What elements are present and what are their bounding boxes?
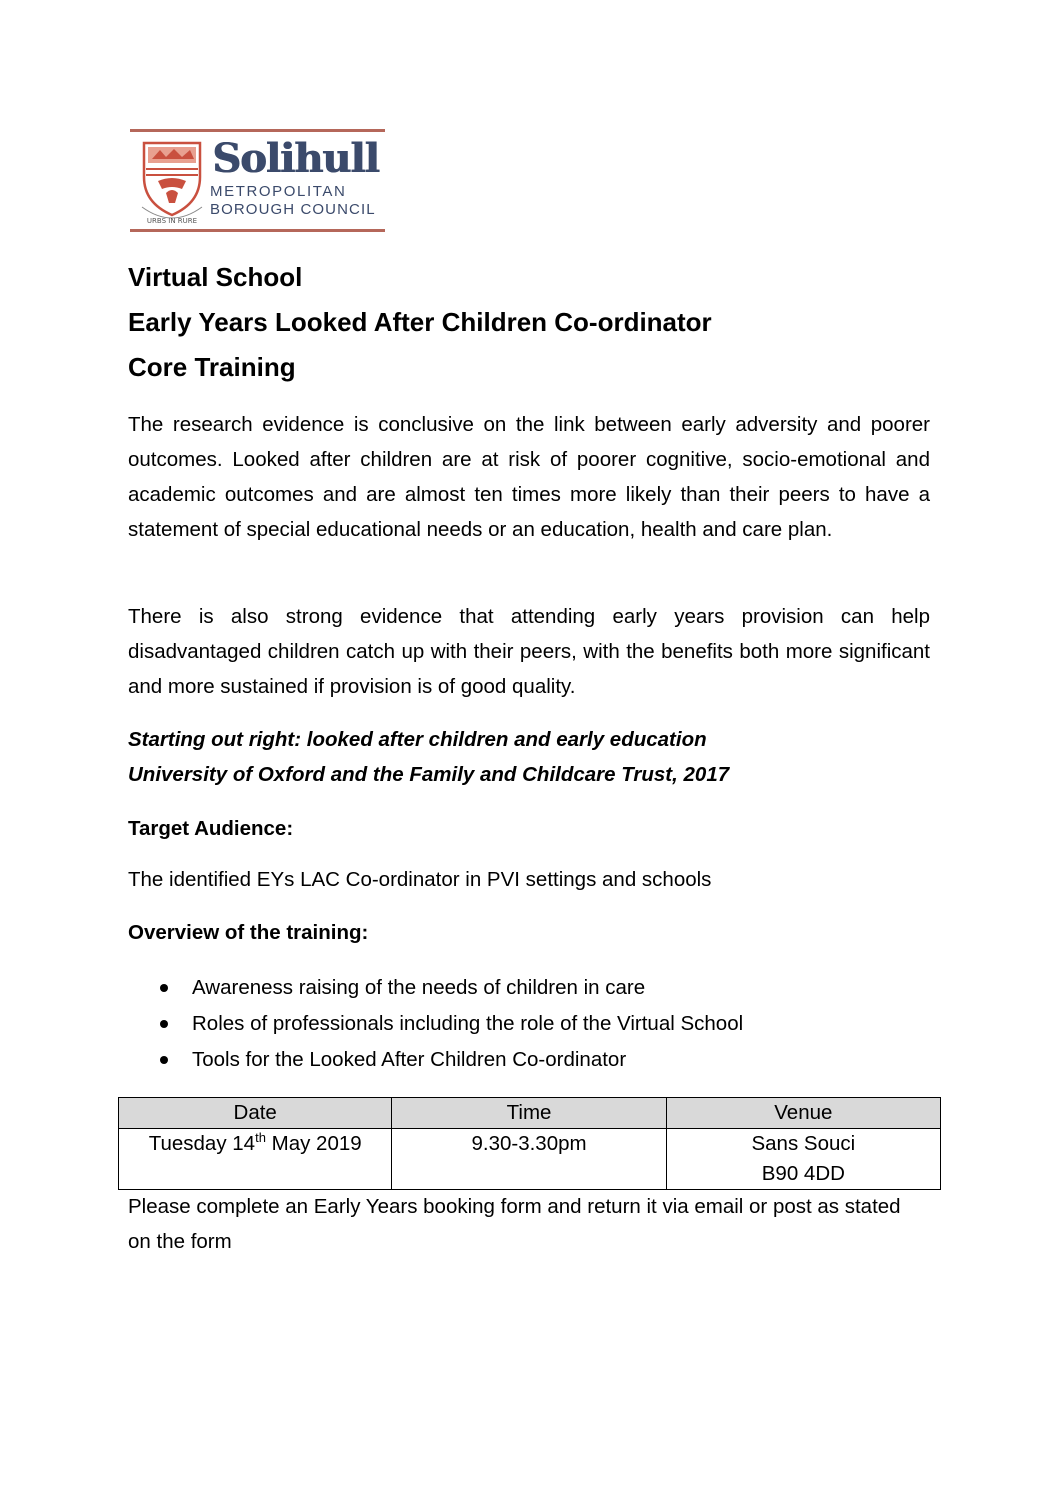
- venue-name: Sans Souci: [751, 1132, 856, 1155]
- table-row: [119, 1129, 941, 1190]
- cell-date: [119, 1129, 392, 1190]
- list-item: [160, 970, 743, 1006]
- schedule-table: [118, 1097, 941, 1190]
- header-venue: Venue: [666, 1098, 940, 1129]
- crest-icon: [136, 137, 208, 227]
- bullet-icon: [160, 1056, 168, 1064]
- list-item-text: Tools for the Looked After Children Co-ordinator: [192, 1048, 627, 1071]
- list-item-text: Roles of professionals including the role of the Virtual School: [192, 1012, 744, 1035]
- list-item: [160, 1042, 743, 1078]
- title-line-1: Virtual School: [128, 262, 303, 292]
- overview-list: [160, 970, 743, 1078]
- intro-paragraph-2: There is also strong evidence that attending early years provision can help disadvantaged children catch up with their peers, with the benefits both more significant and more sustained if provision is of good quality.: [128, 605, 930, 698]
- date-ordinal: th: [255, 1130, 266, 1146]
- logo-line-2: BOROUGH COUNCIL: [210, 201, 376, 218]
- booking-note: Please complete an Early Years booking form and return it via email or post as stated on the form: [128, 1195, 901, 1253]
- intro-paragraph-1: The research evidence is conclusive on the link between early adversity and poorer outcomes. Looked after children are at risk of poorer cognitive, socio-emotional and academic outcomes and are almost ten times more likely than their peers to have a statement of special educational needs or an education, health and care plan.: [128, 413, 930, 541]
- table-header-row: [119, 1098, 941, 1129]
- list-item-text: Awareness raising of the needs of children in care: [192, 976, 646, 999]
- bullet-icon: [160, 984, 168, 992]
- audience-label: Target Audience:: [128, 817, 294, 840]
- logo-bottom-rule: [130, 229, 385, 232]
- logo-wordmark: Solihull: [212, 135, 379, 182]
- cell-time: 9.30-3.30pm: [392, 1129, 666, 1190]
- logo-top-rule: [130, 129, 385, 132]
- header-date: Date: [119, 1098, 392, 1129]
- bullet-icon: [160, 1020, 168, 1028]
- venue-postcode: B90 4DD: [761, 1162, 845, 1185]
- logo-line-1: METROPOLITAN: [210, 183, 347, 200]
- list-item: [160, 1006, 743, 1042]
- audience-value: The identified EYs LAC Co-ordinator in PVI settings and schools: [128, 868, 712, 891]
- date-month-year: May 2019: [265, 1132, 362, 1155]
- overview-label: Overview of the training:: [128, 921, 369, 944]
- citation-source: University of Oxford and the Family and Childcare Trust, 2017: [128, 763, 730, 786]
- logo-motto: URBS IN RURE: [146, 217, 198, 225]
- date-day: Tuesday 14: [148, 1132, 256, 1155]
- cell-venue: [666, 1129, 940, 1190]
- title-line-3: Core Training: [128, 352, 296, 382]
- title-line-2: Early Years Looked After Children Co-ordinator: [128, 307, 712, 337]
- citation-title: Starting out right: looked after children and early education: [128, 728, 707, 751]
- council-logo: [130, 129, 385, 233]
- header-time: Time: [392, 1098, 666, 1129]
